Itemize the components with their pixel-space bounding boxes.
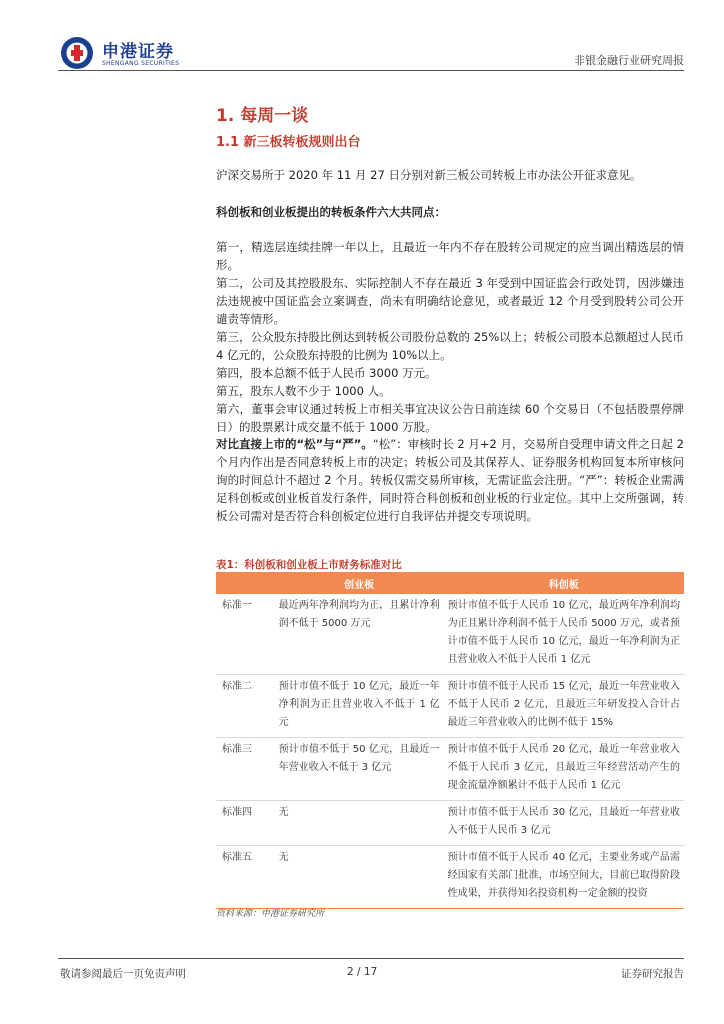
- chinext-criteria: 最近两年净利润均为正，且累计净利润不低于 5000 万元: [275, 594, 444, 675]
- page-number: 2 / 17: [347, 966, 378, 978]
- chinext-criteria: 预计市值不低于 10 亿元，最近一年净利润为正且营业收入不低于 1 亿元: [275, 675, 444, 738]
- conditions-heading: 科创板和创业板提出的转板条件六大共同点：: [216, 205, 446, 219]
- comparison-paragraph: [216, 435, 684, 525]
- condition-item: 第五，股东人数不少于 1000 人。: [216, 384, 391, 398]
- chinext-criteria: 无: [275, 801, 444, 846]
- standard-label: 标准三: [216, 738, 275, 801]
- conditions-list: [216, 238, 684, 436]
- table-source: 资料来源：申港证券研究所: [216, 909, 325, 919]
- disclaimer-note: 敬请参阅最后一页免责声明: [60, 968, 186, 980]
- logo-emblem-icon: [60, 36, 94, 70]
- table-row: [216, 675, 684, 738]
- star-market-criteria: 预计市值不低于人民币 10 亿元，最近两年净利润均为正且累计净利润不低于人民币 5000 万元，或者预计市值不低于人民币 10 亿元，最近一年净利润为正且营业收入不低于人民币 1 亿元: [444, 594, 684, 675]
- comparison-lead: 对比直接上市的“松”与“严”。: [216, 437, 373, 451]
- condition-item: 第四，股本总额不低于人民币 3000 万元。: [216, 366, 437, 380]
- intro-paragraph: 沪深交易所于 2020 年 11 月 27 日分别对新三板公司转板上市办法公开征求意见。: [216, 168, 642, 182]
- table-header-row: [216, 572, 684, 594]
- chinext-criteria: 预计市值不低于 50 亿元，且最近一年营业收入不低于 3 亿元: [275, 738, 444, 801]
- table-row: [216, 801, 684, 846]
- company-logo: [60, 36, 200, 72]
- table-row: [216, 846, 684, 909]
- standard-label: 标准二: [216, 675, 275, 738]
- star-market-criteria: 预计市值不低于人民币 15 亿元，最近一年营业收入不低于人民币 2 亿元，且最近三年研发投入合计占最近三年营业收入的比例不低于 15%: [444, 675, 684, 738]
- table-header-cell: [216, 572, 275, 594]
- star-market-criteria: 预计市值不低于人民币 40 亿元，主要业务或产品需经国家有关部门批准，市场空间大，目前已取得阶段性成果，并获得知名投资机构一定金额的投资: [444, 846, 684, 909]
- table-row: [216, 738, 684, 801]
- table-header-cell: 科创板: [444, 572, 684, 594]
- standard-label: 标准四: [216, 801, 275, 846]
- star-market-criteria: 预计市值不低于人民币 30 亿元，且最近一年营业收入不低于人民币 3 亿元: [444, 801, 684, 846]
- table-row: [216, 594, 684, 675]
- table-caption: 表1：科创板和创业板上市财务标准对比: [216, 559, 402, 571]
- star-market-criteria: 预计市值不低于人民币 20 亿元，最近一年营业收入不低于人民币 3 亿元，且最近三年经营活动产生的现金流量净额累计不低于人民币 1 亿元: [444, 738, 684, 801]
- condition-item: 第一，精选层连续挂牌一年以上，且最近一年内不存在股转公司规定的应当调出精选层的情形。: [216, 240, 684, 272]
- chinext-criteria: 无: [275, 846, 444, 909]
- report-type-title: 非银金融行业研究周报: [574, 54, 684, 67]
- header-divider: [58, 70, 684, 71]
- condition-item: 第二，公司及其控股股东、实际控制人不存在最近 3 年受到中国证监会行政处罚，因涉嫌违法违规被中国证监会立案调查，尚未有明确结论意见，或者最近 12 个月受到股转公司公开谴责等情形。: [216, 276, 684, 326]
- comparison-text: “松”：审核时长 2 月+2 月，交易所自受理申请文件之日起 2 个月内作出是否同意转板上市的决定；转板公司及其保荐人、证券服务机构回复本所审核问询的时间总计不超过 2 个月。转板仅需交易所审核，无需证监会注册。“严”：转板企业需满足科创板或创业板首发行条件，同时符合科创板和创业板的行业定位。其中上交所强调，转板公司需对是否符合科创板定位进行自我评估并提交专项说明。: [216, 437, 684, 523]
- standard-label: 标准五: [216, 846, 275, 909]
- condition-item: 第三，公众股东持股比例达到转板公司股份总数的 25%以上；转板公司股本总额超过人民币 4 亿元的，公众股东持股的比例为 10%以上。: [216, 330, 684, 362]
- condition-item: 第六，董事会审议通过转板上市相关事宜决议公告日前连续 60 个交易日（不包括股票停牌日）的股票累计成交量不低于 1000 万股。: [216, 402, 684, 434]
- section-heading: 1. 每周一谈: [216, 106, 309, 126]
- table-header-cell: 创业板: [275, 572, 444, 594]
- subsection-heading: 1.1 新三板转板规则出台: [216, 135, 361, 150]
- standard-label: 标准一: [216, 594, 275, 675]
- comparison-table: [216, 572, 684, 909]
- logo-chinese-name: 申港证券: [102, 42, 174, 62]
- logo-english-name: SHENGANG SECURITIES: [102, 60, 180, 67]
- document-type: 证券研究报告: [621, 968, 684, 980]
- footer-divider: [58, 958, 684, 959]
